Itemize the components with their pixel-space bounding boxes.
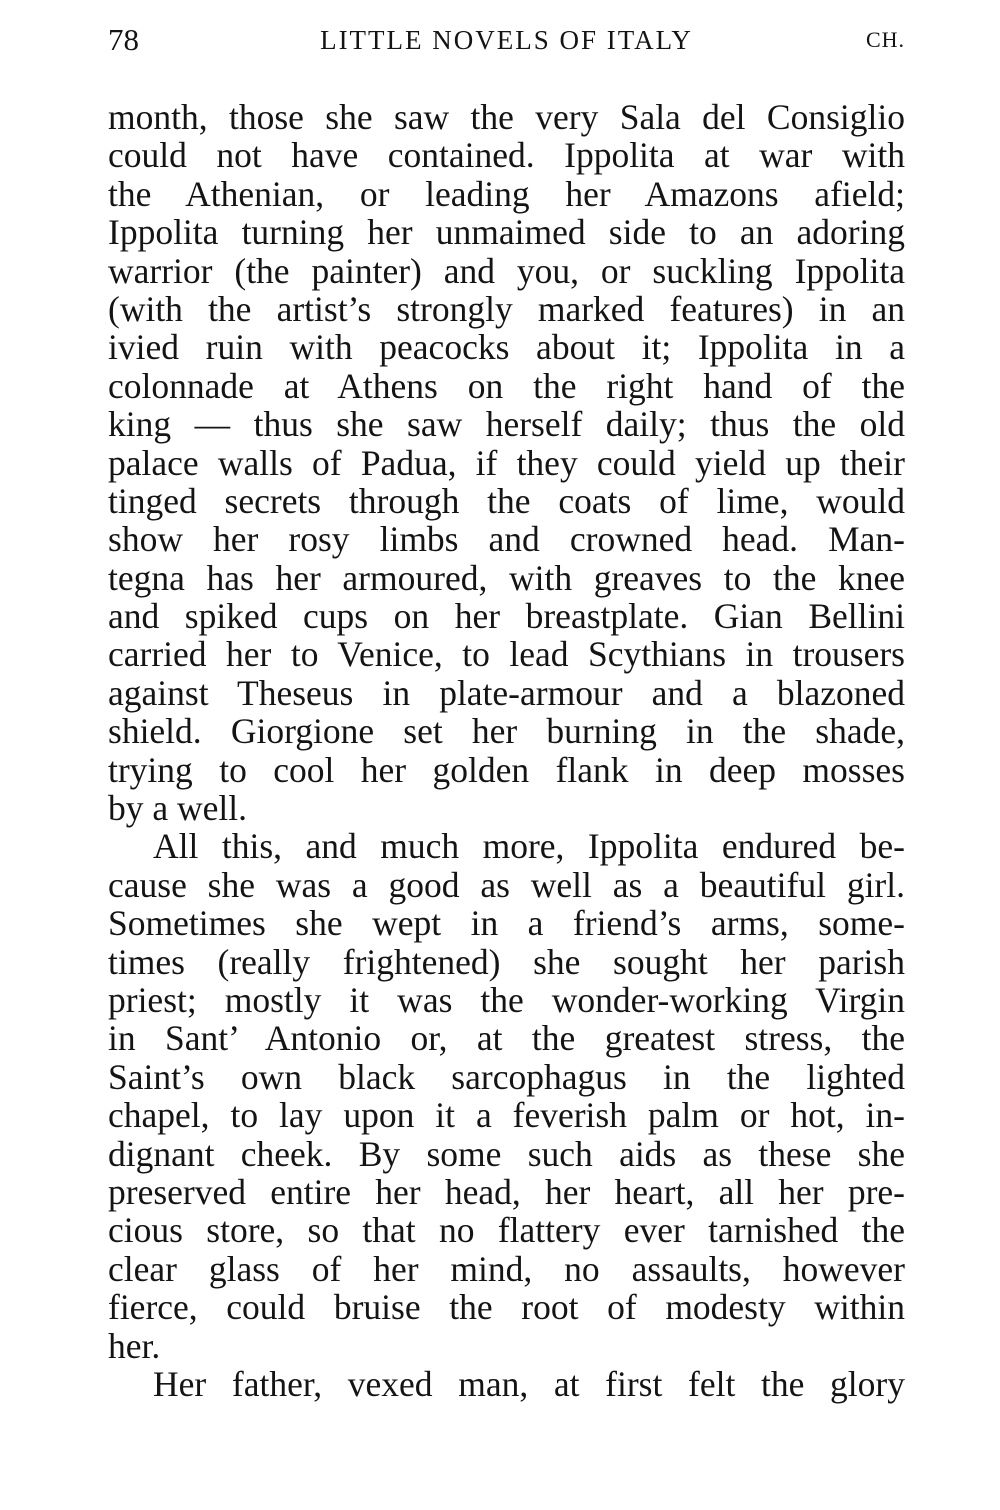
text-line: against Theseus in plate-armour and a blazoned [108,672,905,713]
text-line: Saint’s own black sarcophagus in the lighted [108,1056,905,1097]
text-line: Her father, vexed man, at first felt the glory [153,1363,905,1404]
text-line: in Sant’ Antonio or, at the greatest stress, the [108,1018,905,1059]
text-line: fierce, could bruise the root of modesty within [108,1287,905,1328]
text-line: colonnade at Athens on the right hand of the [108,365,905,406]
chapter-abbreviation: CH. [865,27,905,52]
text-line: trying to cool her golden flank in deep mosses [108,749,905,790]
body-text [108,98,905,1403]
text-line: All this, and much more, Ippolita endured be- [153,826,905,867]
paragraph [108,827,905,1364]
text-line: could not have contained. Ippolita at war with [108,135,905,176]
text-line: and spiked cups on her breastplate. Gian Bellini [108,596,905,637]
text-line: clear glass of her mind, no assaults, however [108,1248,905,1289]
text-line: Ippolita turning her unmaimed side to an adoring [108,212,905,253]
text-line: times (really frightened) she sought her parish [108,941,905,982]
text-line: chapel, to lay upon it a feverish palm or hot, in- [108,1095,905,1136]
running-head [108,20,905,60]
text-line: carried her to Venice, to lead Scythians in trousers [108,634,905,675]
text-line: Sometimes she wept in a friend’s arms, some- [108,903,905,944]
running-title: LITTLE NOVELS OF ITALY [320,25,693,55]
page-number: 78 [108,22,139,57]
text-line: warrior (the painter) and you, or suckling Ippolita [108,250,905,291]
text-line: the Athenian, or leading her Amazons afield; [108,173,905,214]
text-line: palace walls of Padua, if they could yield up their [108,442,905,483]
text-line: (with the artist’s strongly marked features) in an [108,288,905,329]
paragraph [108,98,905,827]
text-line: tegna has her armoured, with greaves to the knee [108,557,905,598]
text-line: shield. Giorgione set her burning in the shade, [108,711,905,752]
text-line: king — thus she saw herself daily; thus the old [108,404,905,445]
text-line: preserved entire her head, her heart, all her pre- [108,1171,905,1212]
paragraph [108,1365,905,1403]
text-line: tinged secrets through the coats of lime, would [108,480,905,521]
text-line: ivied ruin with peacocks about it; Ippolita in a [108,327,905,368]
text-line: cause she was a good as well as a beautiful girl. [108,864,905,905]
text-line: month, those she saw the very Sala del Consiglio [108,97,905,137]
text-line: her. [108,1325,161,1366]
text-line: dignant cheek. By some such aids as these she [108,1133,905,1174]
text-line: by a well. [108,788,248,829]
text-line: priest; mostly it was the wonder-working Virgin [108,979,905,1020]
text-line: cious store, so that no flattery ever tarnished the [108,1210,905,1251]
text-line: show her rosy limbs and crowned head. Man- [108,519,905,560]
